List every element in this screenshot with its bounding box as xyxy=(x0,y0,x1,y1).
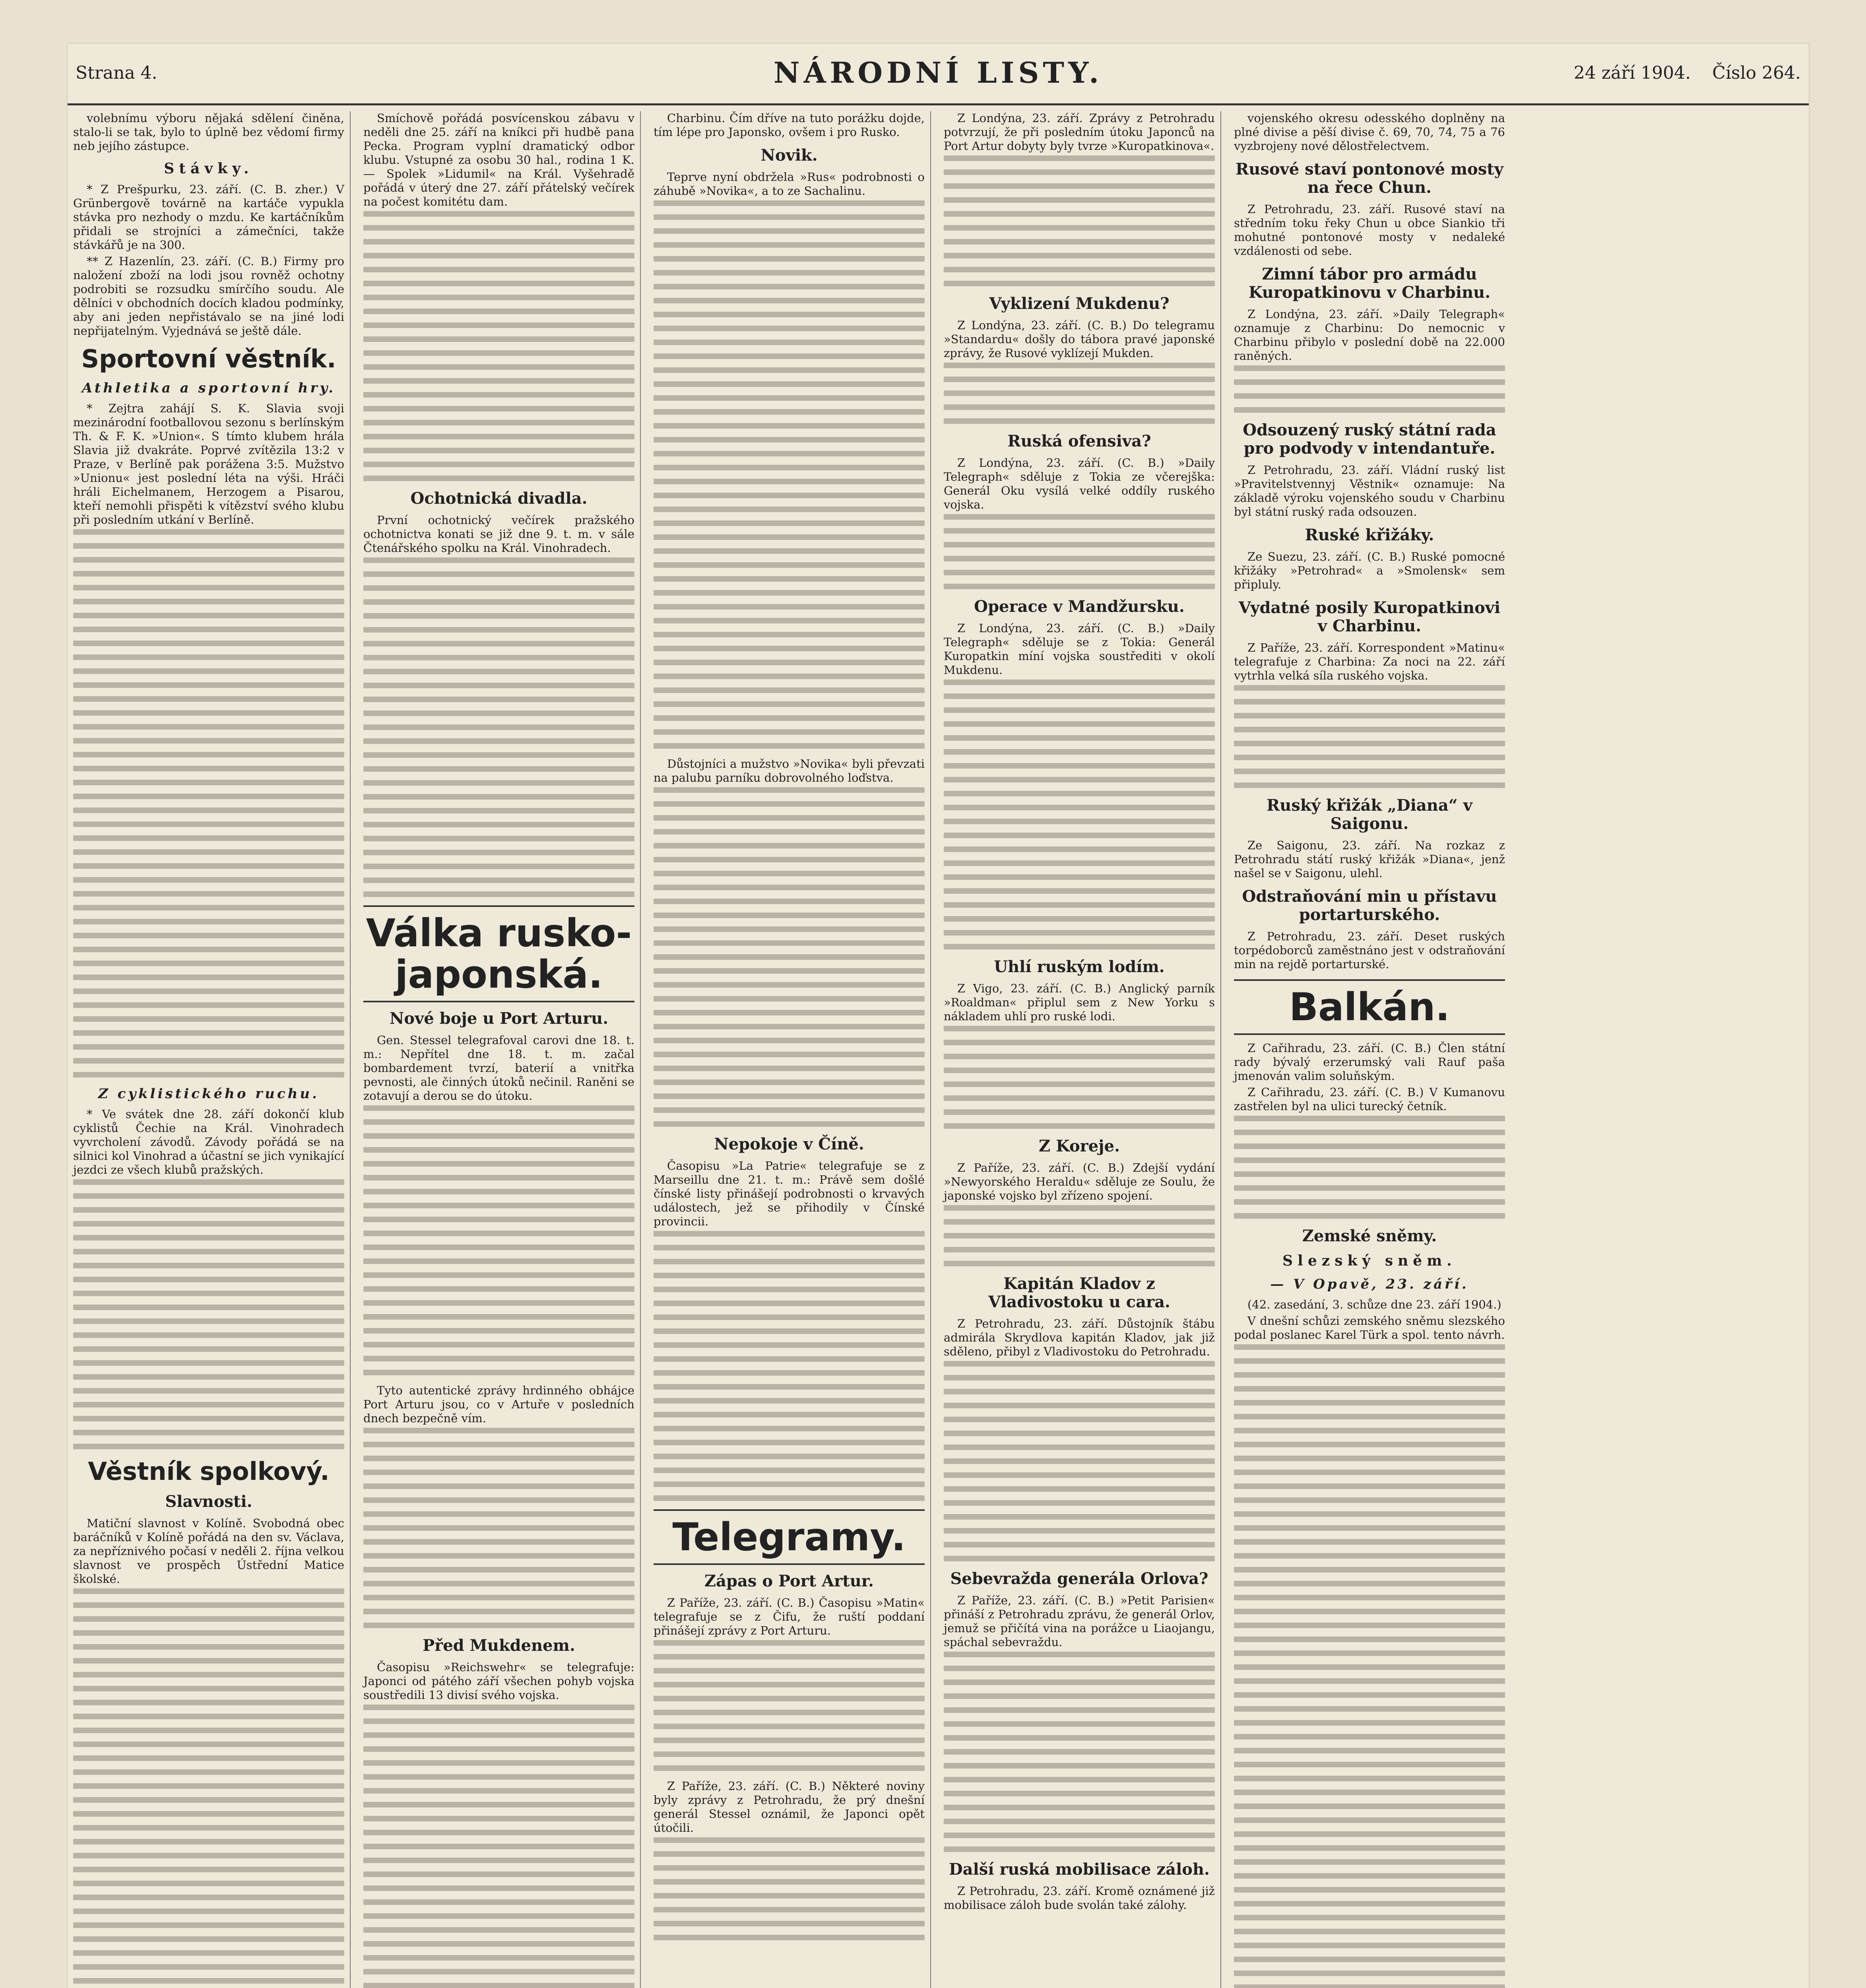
article-text: Gen. Stessel telegrafoval carovi dne 18. t. m.: Nepřítel dne 18. t. m. začal bombardement tvrzí, baterií a vnitřka pevnosti, ale činných útoků nečinil. Raněni se zotavují a derou se do útoku. xyxy=(363,1033,634,1103)
text-filler xyxy=(654,200,925,749)
article-text: Časopisu »La Patrie« telegrafuje se z Marseillu dne 21. t. m.: Právě sem došlé čínské listy přinášejí podrobnosti o krvavých událostech, jež se přihodily v Čínské provincii. xyxy=(654,1159,925,1228)
text-filler xyxy=(944,1205,1215,1266)
section-heading: Nepokoje v Číně. xyxy=(714,1135,864,1153)
balkan-banner: Balkán. xyxy=(1234,979,1505,1035)
section-subheading: Athletika a sportovní hry. xyxy=(81,380,336,396)
article-text: Z Paříže, 23. září. (C. B.) Některé noviny byly zprávy z Petrohradu, že prý dnešní generál Stessel oznámil, že Japonci opět útočili. xyxy=(654,1779,925,1835)
columns xyxy=(68,111,1809,1988)
article-text: Tyto autentické zprávy hrdinného obhájce Port Arturu jsou, co v Artuře v posledních dnech bezpečně vím. xyxy=(363,1384,634,1425)
section-heading: Další ruská mobilisace záloh. xyxy=(949,1860,1210,1879)
text-filler xyxy=(944,363,1215,424)
section-subheading: Slavnosti. xyxy=(165,1492,252,1511)
text-filler xyxy=(654,787,925,1127)
article-text: Smíchově pořádá posvícenskou zábavu v neděli dne 25. září na kníkci při hudbě pana Pecka. Program vyplní dramatický odbor klubu. Vstupné za osobu 30 hal., rodina 1 K. — Spolek »Lidumil« na Král. Vyšehradě pořádá v úterý dne 27. září přátelský večírek na počest komitétu dam. xyxy=(363,111,634,208)
article-text: ** Z Hazenlín, 23. září. (C. B.) Firmy pro naložení zboží na lodi jsou rovněž ochotny podrobiti se rozsudku smírčího soudu. Ale dělníci v obchodních docích kladou podmínky, aby ani jeden nepřistávalo se na jiné lodi nepřijatelným. Vyjednává se ještě dále. xyxy=(73,254,344,338)
section-heading: Odstraňování min u přístavu portarturského. xyxy=(1242,887,1497,924)
section-heading: Ruská ofensiva? xyxy=(1007,432,1151,450)
article-text: vojenského okresu odesského doplněny na plné divise a pěší divise č. 69, 70, 74, 75 a 76 vyzbrojeny nové dělostřelectvem. xyxy=(1234,111,1505,153)
text-filler xyxy=(363,211,634,481)
article-text: První ochotnický večírek pražského ochotnictva konati se již dne 9. t. m. v sále Čtenářského spolku na Král. Vinohradech. xyxy=(363,513,634,555)
section-heading: Odsouzený ruský státní rada pro podvody v intendantuře. xyxy=(1243,421,1496,458)
war-banner: Válka rusko-japonská. xyxy=(363,905,634,1002)
article-text: * Ve svátek dne 28. září dokončí klub cyklistů Čechie na Král. Vinohradech vyvrcholení závodů. Závody pořádá se na silnici kol Vinohrad a účastní se jich vynikající jezdci ze všech klubů pražských. xyxy=(73,1107,344,1176)
section-heading: Sportovní věstník. xyxy=(81,344,336,373)
text-filler xyxy=(654,1837,925,1940)
article-text: Z Paříže, 23. září. (C. B.) Zdejší vydání »Newyorského Heraldu« sděluje ze Soulu, že japonské vojsko byl zřízeno spojení. xyxy=(944,1161,1215,1202)
newspaper-title: NÁRODNÍ LISTY. xyxy=(773,56,1103,89)
article-text: Z Vigo, 23. září. (C. B.) Anglický parník »Roaldman« připlul sem z New Yorku s nákladem uhlí pro ruské lodi. xyxy=(944,982,1215,1023)
article-text: Časopisu »Reichswehr« se telegrafuje: Japonci od pátého září všechen pohyb vojska soustředili 13 divisí svého vojska. xyxy=(363,1660,634,1702)
section-heading: Nové boje u Port Arturu. xyxy=(389,1009,609,1028)
article-text: Z Petrohradu, 23. září. Vládní ruský list »Pravitelstvennyj Věstnik« oznamuje: Na základě výroku vojenského soudu v Charbinu byl státní ruský rada odsouzen. xyxy=(1234,463,1505,518)
article-text: (42. zasedání, 3. schůze dne 23. září 1904.) xyxy=(1247,1298,1501,1311)
section-heading: Rusové staví pontonové mosty na řece Chun. xyxy=(1236,160,1503,197)
article-text: Z Cařihradu, 23. září. (C. B.) Člen státní rady bývalý erzerumský vali Rauf paša jmenován valim soluňským. xyxy=(1234,1041,1505,1083)
article-text: Z Petrohradu, 23. září. Kromě oznámené již mobilisace záloh bude svolán také zálohy. xyxy=(944,1884,1215,1912)
section-heading: Kapitán Kladov z Vladivostoku u cara. xyxy=(988,1274,1170,1311)
section-heading: Novik. xyxy=(760,146,818,165)
article-text: Z Londýna, 23. září. (C. B.) »Daily Telegraph« sděluje z Tokia ze včerejška: Generál Oku vysílá velké oddíly ruského vojska. xyxy=(944,456,1215,511)
text-filler xyxy=(944,1652,1215,1852)
text-filler xyxy=(654,1640,925,1771)
text-filler xyxy=(73,1588,344,1988)
section-heading: Z Koreje. xyxy=(1038,1137,1120,1155)
article-text: Z Londýna, 23. září. Zprávy z Petrohradu potvrzují, že při posledním útoku Japonců na Port Artur dobyty byly tvrze »Kuropatkinova«. xyxy=(944,111,1215,153)
text-filler xyxy=(363,1105,634,1375)
section-heading: Ruský křižák „Diana“ v Saigonu. xyxy=(1267,796,1472,833)
issue-date: 24 září 1904. xyxy=(1573,63,1691,83)
text-filler xyxy=(1234,1116,1505,1219)
issue-number: Číslo 264. xyxy=(1712,63,1801,83)
article-text: Matiční slavnost v Kolíně. Svobodná obec baráčníků v Kolíně pořádá na den sv. Václava, za nepříznivého počasí v neděli 2. října velkou slavnost ve prospěch Ústřední Matice školské. xyxy=(73,1516,344,1586)
article-text: Ze Saigonu, 23. září. Na rozkaz z Petrohradu státí ruský křižák »Diana«, jenž našel se v Saigonu, ulehl. xyxy=(1234,839,1505,880)
column-5 xyxy=(1228,111,1511,1988)
text-filler xyxy=(73,529,344,1077)
section-heading: Věstník spolkový. xyxy=(88,1457,330,1486)
article-text: Z Paříže, 23. září. (C. B.) Časopisu »Matin« telegrafuje se z Čifu, že ruští poddaní přinášejí zprávy z Port Arturu. xyxy=(654,1596,925,1637)
section-heading: Ruské křižáky. xyxy=(1305,526,1434,544)
section-heading: Vydatné posily Kuropatkinovi v Charbinu. xyxy=(1238,598,1501,635)
section-heading: Vyklizení Mukdenu? xyxy=(989,294,1170,313)
text-filler xyxy=(1234,365,1505,413)
article-text: Z Londýna, 23. září. (C. B.) Do telegramu »Standardu« došly do tábora pravé japonské zprávy, že Rusové vyklízejí Mukden. xyxy=(944,318,1215,360)
article-text: * Zejtra zahájí S. K. Slavia svoji mezinárodní footballovou sezonu s berlínským Th. & F. K. »Union«. S tímto klubem hrála Slavia již dvakráte. Poprvé zvítězila 13:2 v Praze, v Berlíně pak porážena 3:5. Mužstvo »Unionu« jest poslední léta na výši. Hráči hráli Eichelmanem, Herzogem a Pisarou, kteří nemohli přispěti k vítězství svého klubu při posledním utkání v Berlíně. xyxy=(73,402,344,526)
article-text: Ze Suezu, 23. září. (C. B.) Ruské pomocné křižáky »Petrohrad« a »Smolensk« sem připluly. xyxy=(1234,550,1505,591)
text-filler xyxy=(1234,685,1505,788)
masthead xyxy=(68,44,1809,105)
section-heading: Sebevražda generála Orlova? xyxy=(950,1569,1208,1588)
telegrams-banner: Telegramy. xyxy=(654,1509,925,1565)
newspaper-page xyxy=(68,44,1809,1988)
text-filler xyxy=(363,1705,634,1988)
article-text: Z Londýna, 23. září. »Daily Telegraph« oznamuje z Charbinu: Do nemocnic v Charbinu přibylo v poslední době na 22.000 raněných. xyxy=(1234,307,1505,363)
text-filler xyxy=(944,514,1215,589)
article-text: volebnímu výboru nějaká sdělení činěna, stalo-li se tak, bylo to úplně bez vědomí firmy neb jejího zástupce. xyxy=(73,111,344,153)
section-subheading: Z cyklistického ruchu. xyxy=(98,1086,319,1102)
section-heading: Uhlí ruským lodím. xyxy=(994,957,1165,976)
column-3 xyxy=(648,111,931,1988)
article-text: Z Petrohradu, 23. září. Deset ruských torpédoborců zaměstnáno jest v odstraňování min na rejdě portarturské. xyxy=(1234,930,1505,971)
article-text: V dnešní schůzi zemského sněmu slezského podal poslanec Karel Türk a spol. tento návrh. xyxy=(1234,1314,1505,1342)
article-text: Důstojníci a mužstvo »Novika« byli převzati na palubu parníku dobrovolného loďstva. xyxy=(654,757,925,784)
section-heading: Ochotnická divadla. xyxy=(410,489,588,508)
text-filler xyxy=(944,1361,1215,1561)
article-text: * Z Prešpurku, 23. září. (C. B. zher.) V Grünbergově továrně na kartáče vypukla stávka pro nezhody o mzdu. Ke kartáčníkům přidali se strojníci a zámečníci, takže stávkářů je na 300. xyxy=(73,182,344,252)
section-subheading: Slezský sněm. xyxy=(1282,1252,1457,1269)
dateline: — V Opavě, 23. září. xyxy=(1270,1276,1469,1292)
section-heading: Zápas o Port Artur. xyxy=(704,1572,874,1590)
page-number: Strana 4. xyxy=(76,63,157,83)
article-text: Z Cařihradu, 23. září. (C. B.) V Kumanovu zastřelen byl na ulici turecký četník. xyxy=(1234,1085,1505,1113)
section-heading: Zemské sněmy. xyxy=(1302,1227,1437,1245)
column-1 xyxy=(68,111,351,1988)
text-filler xyxy=(944,155,1215,286)
section-heading: Před Mukdenem. xyxy=(423,1636,575,1655)
text-filler xyxy=(944,1026,1215,1129)
column-4 xyxy=(938,111,1221,1988)
text-filler xyxy=(1234,1344,1505,1988)
text-filler xyxy=(363,557,634,897)
issue-info xyxy=(1558,63,1801,83)
text-filler xyxy=(363,1428,634,1628)
article-text: Z Paříže, 23. září. Korrespondent »Matinu« telegrafuje z Charbina: Za noci na 22. září vytrhla velká síla ruského vojska. xyxy=(1234,641,1505,682)
article-text: Z Petrohradu, 23. září. Rusové staví na středním toku řeky Chun u obce Siankio tři mohutné pontonové mosty v nedaleké vzdálenosti od sebe. xyxy=(1234,202,1505,258)
article-text: Z Petrohradu, 23. září. Důstojník štábu admirála Skrydlova kapitán Kladov, jak již sděleno, přibyl z Vladivostoku do Petrohradu. xyxy=(944,1317,1215,1358)
article-text: Z Paříže, 23. září. (C. B.) »Petit Parisien« přináší z Petrohradu zprávu, že generál Orlov, jemuž se přičítá vina na porážce u Liaojangu, spáchal sebevraždu. xyxy=(944,1594,1215,1649)
article-text: Charbinu. Čím dříve na tuto porážku dojde, tím lépe pro Japonsko, ovšem i pro Rusko. xyxy=(654,111,925,139)
text-filler xyxy=(654,1231,925,1501)
section-heading: Stávky. xyxy=(164,160,254,177)
text-filler xyxy=(944,679,1215,949)
column-2 xyxy=(358,111,641,1988)
text-filler xyxy=(73,1179,344,1449)
article-text: Z Londýna, 23. září. (C. B.) »Daily Telegraph« sděluje se z Tokia: Generál Kuropatkin míní vojska soustřediti v okolí Mukdenu. xyxy=(944,621,1215,677)
section-heading: Operace v Mandžursku. xyxy=(974,597,1185,616)
section-heading: Zimní tábor pro armádu Kuropatkinovu v Charbinu. xyxy=(1248,265,1491,302)
article-text: Teprve nyní obdržela »Rus« podrobnosti o záhubě »Novika«, a to ze Sachalinu. xyxy=(654,170,925,198)
